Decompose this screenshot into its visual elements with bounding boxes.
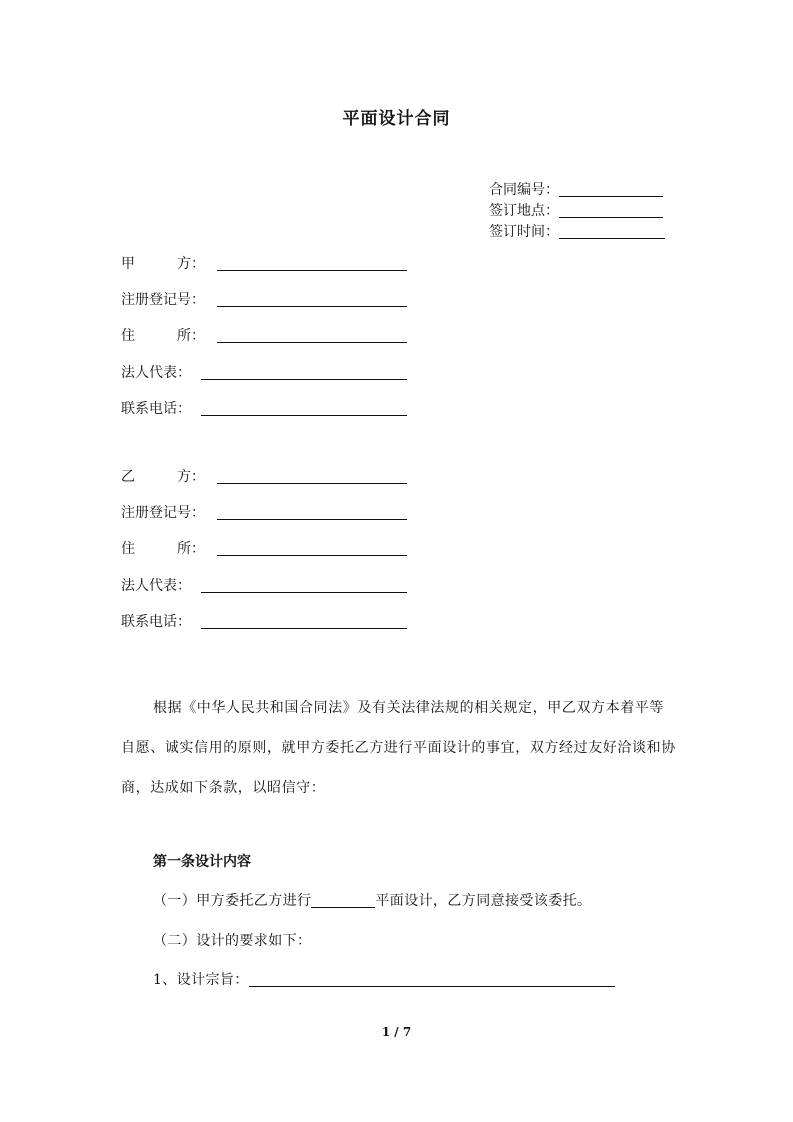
party-b-legal-rep-row [121,576,191,596]
item-2-text: （二）设计的要求如下： [153,933,312,949]
item-3-text: 1、设计宗旨： [153,972,249,988]
sign-place-field[interactable] [559,203,663,218]
party-b-phone-field[interactable] [201,612,407,629]
document-title: 平面设计合同 [342,109,451,129]
party-b-address-row [121,539,205,559]
sign-time-field[interactable] [559,224,665,239]
party-b-reg-row [121,503,205,523]
contract-number-row [489,180,663,200]
party-a-reg-field[interactable] [217,290,407,307]
party-a-legal-rep-field[interactable] [201,363,407,380]
party-a-reg-label: 注册登记号： [121,292,205,308]
sign-place-label: 签订地点： [489,203,559,219]
party-a-field[interactable] [217,254,407,271]
sign-place-row [489,201,663,221]
preamble-paragraph [121,688,677,808]
party-a-phone-row [121,399,191,419]
party-b-legal-rep-field[interactable] [201,576,407,593]
preamble-text: 根据《中华人民共和国合同法》及有关法律法规的相关规定，甲乙双方本着平等自愿、诚实信用的原则，就甲方委托乙方进行平面设计的事宜，双方经过友好洽谈和协商，达成如下条款，以昭信守： [121,700,676,796]
party-b-address-label: 住 所： [121,541,205,557]
item-1-text-after: 平面设计，乙方同意接受该委托。 [375,893,592,909]
section-1-item-3 [153,970,615,990]
page-number: 1 / 7 [381,1025,412,1039]
party-b-reg-field[interactable] [217,503,407,520]
party-a-reg-row [121,290,205,310]
section-1-item-1 [153,891,591,911]
sign-time-label: 签订时间： [489,224,559,240]
party-a-legal-rep-row [121,363,191,383]
sign-time-row [489,222,665,242]
party-b-reg-label: 注册登记号： [121,505,205,521]
party-b-phone-label: 联系电话： [121,614,191,630]
section-1-heading: 第一条设计内容 [153,854,251,870]
section-1-item-2 [153,931,311,951]
party-a-phone-label: 联系电话： [121,401,191,417]
party-b-phone-row [121,612,191,632]
party-a-label: 甲 方： [121,256,205,272]
design-item-field[interactable] [311,893,375,908]
party-b-field[interactable] [217,467,407,484]
party-a-address-field[interactable] [217,326,407,343]
party-a-address-label: 住 所： [121,328,205,344]
party-a-phone-field[interactable] [201,399,407,416]
party-b-row [121,467,205,487]
party-b-legal-rep-label: 法人代表： [121,578,191,594]
contract-number-field[interactable] [559,182,663,197]
party-a-address-row [121,326,205,346]
party-a-row [121,254,205,274]
item-1-text-before: （一）甲方委托乙方进行 [153,893,312,909]
contract-number-label: 合同编号： [489,182,559,198]
party-b-label: 乙 方： [121,469,205,485]
party-a-legal-rep-label: 法人代表： [121,365,191,381]
design-purpose-field[interactable] [249,972,615,987]
party-b-address-field[interactable] [217,539,407,556]
